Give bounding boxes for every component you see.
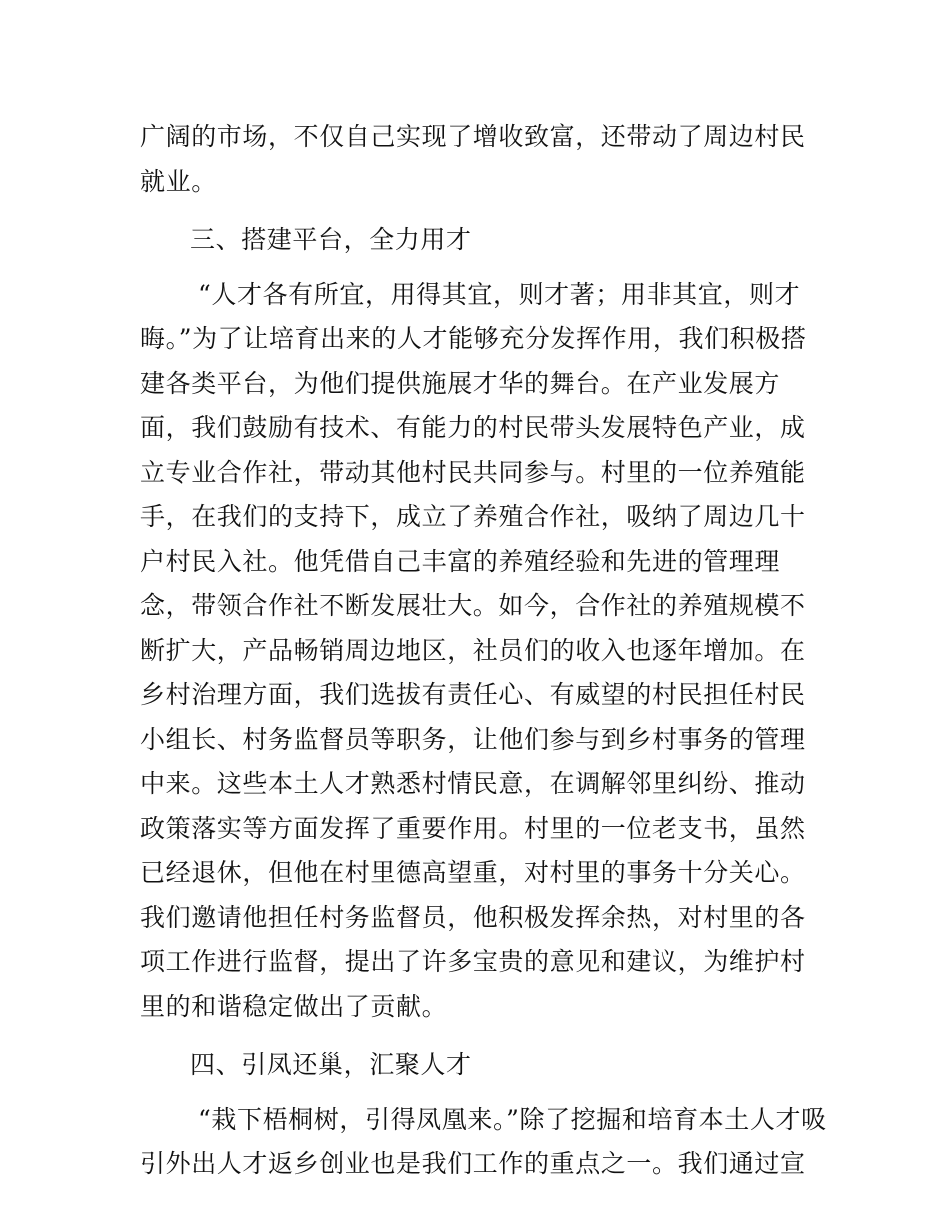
- continued-paragraph: 广阔的市场，不仅自己实现了增收致富，还带动了周边村民就业。: [140, 122, 806, 196]
- section-4-paragraph: “栽下梧桐树，引得凤凰来。”除了挖掘和培育本土人才吸引外出人才返乡创业也是我们工作的重点之一。我们通过宣: [140, 1104, 827, 1178]
- section-3-paragraph: “人才各有所宜，用得其宜，则才著；用非其宜，则才晦。”为了让培育出来的人才能够充分发挥作用，我们积极搭建各类平台，为他们提供施展才华的舞台。在产业发展方面，我们鼓励有技术、有能力的村民带头发展特色产业，成立专业合作社，带动其他村民共同参与。村里的一位养殖能手，在我们的支持下，成立了养殖合作社，吸纳了周边几十户村民入社。他凭借自己丰富的养殖经验和先进的管理理念，带领合作社不断发展壮大。如今，合作社的养殖规模不断扩大，产品畅销周边地区，社员们的收入也逐年增加。在乡村治理方面，我们选拔有责任心、有威望的村民担任村民小组长、村务监督员等职务，让他们参与到乡村事务的管理中来。这些本土人才熟悉村情民意，在调解邻里纠纷、推动政策落实等方面发挥了重要作用。村里的一位老支书，虽然已经退休，但他在村里德高望重，对村里的事务十分关心。我们邀请他担任村务监督员，他积极发挥余热，对村里的各项工作进行监督，提出了许多宝贵的意见和建议，为维护村里的和谐稳定做出了贡献。: [140, 279, 807, 1021]
- section-3-heading: 三、搭建平台，全力用才: [190, 225, 472, 254]
- section-4-heading: 四、引凤还巢，汇聚人才: [190, 1050, 472, 1079]
- document-page: [140, 115, 830, 1187]
